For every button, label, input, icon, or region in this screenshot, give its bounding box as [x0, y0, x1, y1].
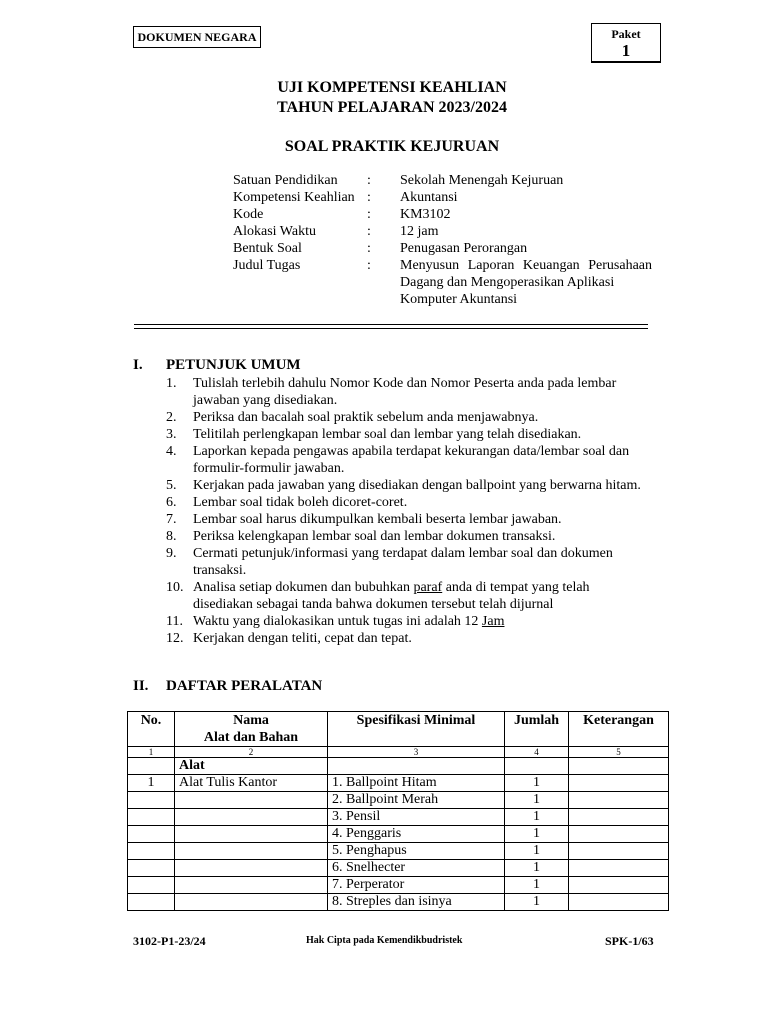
header-nama-line: Alat dan Bahan [203, 730, 299, 745]
header-nama-line: Nama [233, 713, 269, 728]
row-spesifikasi: 4. Penggaris [328, 826, 505, 843]
info-value-line: Menyusun Laporan Keuangan Perusahaan [400, 258, 652, 273]
table-body [128, 775, 669, 911]
row-spesifikasi: 5. Penghapus [328, 843, 505, 860]
row-jumlah: 1 [505, 809, 569, 826]
paket-label: Paket [611, 27, 641, 41]
row-nama [175, 860, 328, 877]
item-text: Periksa kelengkapan lembar soal dan lembar dokumen transaksi. [193, 529, 556, 544]
row-nama [175, 843, 328, 860]
info-value: KM3102 [400, 207, 451, 222]
row-spesifikasi: 7. Perperator [328, 877, 505, 894]
info-value-line: Dagang dan Mengoperasikan Aplikasi [400, 275, 615, 290]
header-no: No. [128, 712, 175, 747]
info-label: Kode [233, 207, 264, 222]
row-jumlah: 1 [505, 894, 569, 911]
row-jumlah: 1 [505, 792, 569, 809]
table-row [128, 775, 669, 792]
title-line-1: UJI KOMPETENSI KEAHLIAN [277, 79, 507, 96]
item-text-part: Waktu yang dialokasikan untuk tugas ini adalah 12 [193, 614, 482, 629]
info-label: Alokasi Waktu [233, 224, 316, 239]
row-keterangan [569, 894, 669, 911]
divider-rule [134, 324, 648, 325]
item-number: 2. [166, 410, 177, 425]
table-cell [569, 758, 669, 775]
info-block [233, 172, 652, 308]
paket-box [591, 23, 661, 63]
info-value: Akuntansi [400, 190, 458, 205]
section-2-number: II. [133, 678, 149, 694]
group-label: Alat [175, 758, 328, 775]
item-text: Kerjakan pada jawaban yang disediakan dengan ballpoint yang berwarna hitam. [193, 478, 641, 493]
info-value: Penugasan Perorangan [400, 241, 528, 256]
info-value-line: Komputer Akuntansi [400, 292, 518, 307]
info-row [233, 223, 652, 240]
item-text-line: Cermati petunjuk/informasi yang terdapat dalam lembar soal dan dokumen [193, 546, 613, 561]
list-item [166, 528, 656, 545]
row-spesifikasi: 8. Streples dan isinya [328, 894, 505, 911]
item-text-line: transaksi. [193, 563, 247, 578]
item-number: 7. [166, 512, 177, 527]
item-number: 6. [166, 495, 177, 510]
list-item [166, 630, 656, 647]
info-value-multiline [400, 257, 652, 308]
row-no [128, 843, 175, 860]
row-keterangan [569, 826, 669, 843]
item-text [193, 613, 656, 630]
list-item [166, 443, 656, 477]
item-text [193, 579, 656, 613]
row-keterangan [569, 860, 669, 877]
dokumen-negara-label: DOKUMEN NEGARA [133, 26, 261, 48]
list-item [166, 494, 656, 511]
section-1-title: PETUNJUK UMUM [166, 357, 301, 373]
header-nama [175, 712, 328, 747]
info-row [233, 172, 652, 189]
item-number: 8. [166, 529, 177, 544]
instructions-list [166, 375, 656, 647]
info-row [233, 257, 652, 308]
row-no [128, 877, 175, 894]
list-item [166, 426, 656, 443]
column-number-row [128, 747, 669, 758]
column-number: 3 [328, 747, 505, 758]
row-jumlah: 1 [505, 860, 569, 877]
info-colon: : [367, 241, 371, 256]
item-text: Lembar soal harus dikumpulkan kembali beserta lembar jawaban. [193, 512, 562, 527]
item-number: 4. [166, 444, 177, 459]
item-text: Periksa dan bacalah soal praktik sebelum anda menjawabnya. [193, 410, 539, 425]
item-number: 9. [166, 546, 177, 561]
table-row [128, 792, 669, 809]
info-colon: : [367, 190, 371, 205]
table-cell [328, 758, 505, 775]
row-nama [175, 809, 328, 826]
row-no [128, 809, 175, 826]
table-row [128, 826, 669, 843]
row-keterangan [569, 775, 669, 792]
item-text [193, 545, 656, 579]
footer-page: SPK-1/63 [605, 934, 654, 948]
info-colon: : [367, 207, 371, 222]
info-row [233, 240, 652, 257]
row-nama [175, 792, 328, 809]
item-text: Kerjakan dengan teliti, cepat dan tepat. [193, 631, 412, 646]
row-no: 1 [128, 775, 175, 792]
equipment-table [127, 711, 669, 911]
header-jumlah: Jumlah [505, 712, 569, 747]
info-colon: : [367, 224, 371, 239]
item-text-line: jawaban yang disediakan. [193, 393, 338, 408]
info-row [233, 206, 652, 223]
info-value: 12 jam [400, 224, 439, 239]
row-spesifikasi: 2. Ballpoint Merah [328, 792, 505, 809]
info-label: Judul Tugas [233, 258, 301, 273]
header-keterangan: Keterangan [569, 712, 669, 747]
item-number: 1. [166, 376, 177, 391]
item-text [193, 443, 656, 477]
column-number: 4 [505, 747, 569, 758]
list-item [166, 409, 656, 426]
table-group-row [128, 758, 669, 775]
table-header-row [128, 712, 669, 747]
info-label: Kompetensi Keahlian [233, 190, 355, 205]
item-text-line: disediakan sebagai tanda bahwa dokumen tersebut telah dijurnal [193, 597, 554, 612]
header-spesifikasi: Spesifikasi Minimal [328, 712, 505, 747]
row-no [128, 826, 175, 843]
table-row [128, 809, 669, 826]
row-no [128, 894, 175, 911]
row-spesifikasi: 3. Pensil [328, 809, 505, 826]
item-text-line: Tulislah terlebih dahulu Nomor Kode dan Nomor Peserta anda pada lembar [193, 376, 617, 391]
column-number: 5 [569, 747, 669, 758]
info-value: Sekolah Menengah Kejuruan [400, 173, 564, 188]
footer-code: 3102-P1-23/24 [133, 934, 206, 948]
info-colon: : [367, 258, 371, 273]
item-number: 3. [166, 427, 177, 442]
item-text: Lembar soal tidak boleh dicoret-coret. [193, 495, 408, 510]
row-jumlah: 1 [505, 775, 569, 792]
row-jumlah: 1 [505, 826, 569, 843]
row-spesifikasi: 1. Ballpoint Hitam [328, 775, 505, 792]
title-line-3: SOAL PRAKTIK KEJURUAN [284, 138, 500, 155]
item-number: 12. [166, 631, 184, 646]
row-keterangan [569, 843, 669, 860]
row-nama [175, 894, 328, 911]
row-nama [175, 826, 328, 843]
list-item [166, 613, 656, 630]
table-cell [505, 758, 569, 775]
table-row [128, 894, 669, 911]
divider-rule [134, 328, 648, 329]
row-nama: Alat Tulis Kantor [175, 775, 328, 792]
list-item [166, 511, 656, 528]
item-text-part: Analisa setiap dokumen dan bubuhkan [193, 580, 414, 595]
row-spesifikasi: 6. Snelhecter [328, 860, 505, 877]
item-text-part: anda di tempat yang telah [442, 580, 590, 595]
section-2-title: DAFTAR PERALATAN [166, 678, 323, 694]
row-nama [175, 877, 328, 894]
item-number: 5. [166, 478, 177, 493]
row-jumlah: 1 [505, 877, 569, 894]
table-cell [128, 758, 175, 775]
column-number: 1 [128, 747, 175, 758]
item-text-line: formulir-formulir jawaban. [193, 461, 345, 476]
item-text [193, 375, 656, 409]
item-text-underlined: Jam [481, 614, 505, 629]
column-number: 2 [175, 747, 328, 758]
item-text-line: Laporkan kepada pengawas apabila terdapat kekurangan data/lembar soal dan [193, 444, 630, 459]
title-line-2: TAHUN PELAJARAN 2023/2024 [277, 99, 507, 116]
info-label: Satuan Pendidikan [233, 173, 338, 188]
info-label: Bentuk Soal [233, 241, 302, 256]
footer-copyright: Hak Cipta pada Kemendikbudristek [306, 935, 463, 946]
row-no [128, 792, 175, 809]
table-row [128, 877, 669, 894]
list-item [166, 545, 656, 579]
table-row [128, 860, 669, 877]
list-item [166, 375, 656, 409]
item-text: Telitilah perlengkapan lembar soal dan lembar yang telah disediakan. [193, 427, 582, 442]
info-colon: : [367, 173, 371, 188]
row-jumlah: 1 [505, 843, 569, 860]
list-item [166, 579, 656, 613]
paket-number: 1 [621, 41, 631, 60]
row-no [128, 860, 175, 877]
item-number: 10. [166, 580, 184, 595]
row-keterangan [569, 792, 669, 809]
row-keterangan [569, 877, 669, 894]
section-1-number: I. [133, 357, 143, 373]
list-item [166, 477, 656, 494]
info-row [233, 189, 652, 206]
item-text-underlined: paraf [413, 580, 443, 595]
row-keterangan [569, 809, 669, 826]
table-row [128, 843, 669, 860]
item-number: 11. [166, 614, 183, 629]
